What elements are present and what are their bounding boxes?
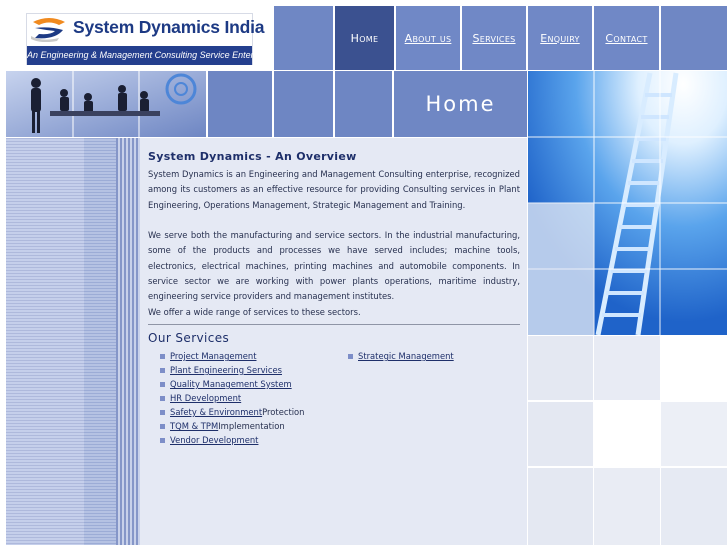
logo-title: System Dynamics India xyxy=(73,17,265,37)
service-item xyxy=(160,377,305,391)
nav-spacer xyxy=(274,6,333,70)
service-item xyxy=(160,419,305,433)
overview-paragraph-1: System Dynamics is an Engineering and Management Consulting enterprise, recognized among its customers as an effective resource for providing Consulting services in Plant Engineering, Operations Management, Strategic Management and Training. xyxy=(148,169,520,210)
service-link-vendor-development[interactable]: Vendor Development xyxy=(170,435,259,445)
grid-tile xyxy=(594,468,660,545)
grid-tile xyxy=(661,468,727,545)
nav-spacer-right xyxy=(661,6,727,70)
service-link-tqm-tpm[interactable]: TQM & TPM xyxy=(170,421,219,431)
business-team-photo xyxy=(6,71,206,137)
service-link-quality-management[interactable]: Quality Management System xyxy=(170,379,292,389)
nav-link-contact[interactable]: Contact xyxy=(605,31,648,45)
nav-link-services[interactable]: Services xyxy=(472,31,516,45)
bullet-icon xyxy=(160,424,165,429)
grid-tile xyxy=(594,402,660,466)
bullet-icon xyxy=(160,382,165,387)
nav-item-about-us[interactable] xyxy=(396,6,460,70)
bullet-icon xyxy=(160,410,165,415)
nav-item-services[interactable] xyxy=(462,6,526,70)
bullet-icon xyxy=(160,438,165,443)
nav-link-home[interactable]: Home xyxy=(350,31,379,45)
grid-tile xyxy=(661,336,727,400)
nav-item-home[interactable] xyxy=(335,6,394,70)
logo-s-mark-icon xyxy=(29,16,69,42)
grid-tile xyxy=(594,336,660,400)
bullet-icon xyxy=(160,354,165,359)
nav-item-enquiry[interactable] xyxy=(528,6,592,70)
service-item xyxy=(348,349,454,363)
overview-heading: System Dynamics - An Overview xyxy=(148,150,357,163)
left-column-texture xyxy=(6,138,84,545)
overview-paragraph-3: We offer a wide range of services to these sectors. xyxy=(148,306,361,317)
ladder-to-sky-image xyxy=(528,71,727,335)
services-heading: Our Services xyxy=(148,331,230,345)
service-link-hr-development[interactable]: HR Development xyxy=(170,393,242,403)
grid-tile xyxy=(528,402,593,466)
service-item xyxy=(160,349,305,363)
left-decorative-column xyxy=(6,138,140,545)
nav-item-contact[interactable] xyxy=(594,6,659,70)
grid-tile xyxy=(661,402,727,466)
overview-paragraph-2: We serve both the manufacturing and service sectors. In the industrial manufacturing, some of the products and processes we have served includes; machine tools, electronics, electrical machines, printing machines and automobile components. In service sector we are working with power plants operations, maritime industry, engineering service providers and management institutes. xyxy=(148,230,520,302)
banner-tile xyxy=(274,71,333,137)
company-logo[interactable] xyxy=(26,13,274,65)
service-link-strategic-management[interactable]: Strategic Management xyxy=(358,351,454,361)
grid-tile xyxy=(528,336,593,400)
service-link-project-management[interactable]: Project Management xyxy=(170,351,257,361)
grid-tile xyxy=(528,468,593,545)
services-list-right xyxy=(348,349,454,363)
bullet-icon xyxy=(348,354,353,359)
service-item xyxy=(160,391,305,405)
service-item xyxy=(160,405,305,419)
service-suffix: Protection xyxy=(262,407,305,417)
banner-tile xyxy=(208,71,272,137)
logo-tagline: An Engineering & Management Consulting Service Enterprise xyxy=(27,46,252,65)
service-item xyxy=(160,363,305,377)
service-item xyxy=(160,433,305,447)
left-column-stripes xyxy=(116,138,140,545)
overview-text xyxy=(148,167,520,320)
page-title: Home xyxy=(394,71,527,137)
service-link-safety-environment[interactable]: Safety & Environment xyxy=(170,407,263,417)
main-content xyxy=(140,138,527,545)
nav-link-about-us[interactable]: About us xyxy=(404,31,452,45)
section-divider xyxy=(148,324,520,325)
nav-link-enquiry[interactable]: Enquiry xyxy=(540,31,580,45)
service-suffix: Implementation xyxy=(218,421,285,431)
services-list-left xyxy=(160,349,305,447)
logo-area xyxy=(0,0,274,70)
bullet-icon xyxy=(160,368,165,373)
banner-tile xyxy=(335,71,392,137)
bullet-icon xyxy=(160,396,165,401)
service-link-plant-engineering[interactable]: Plant Engineering Services xyxy=(170,365,282,375)
